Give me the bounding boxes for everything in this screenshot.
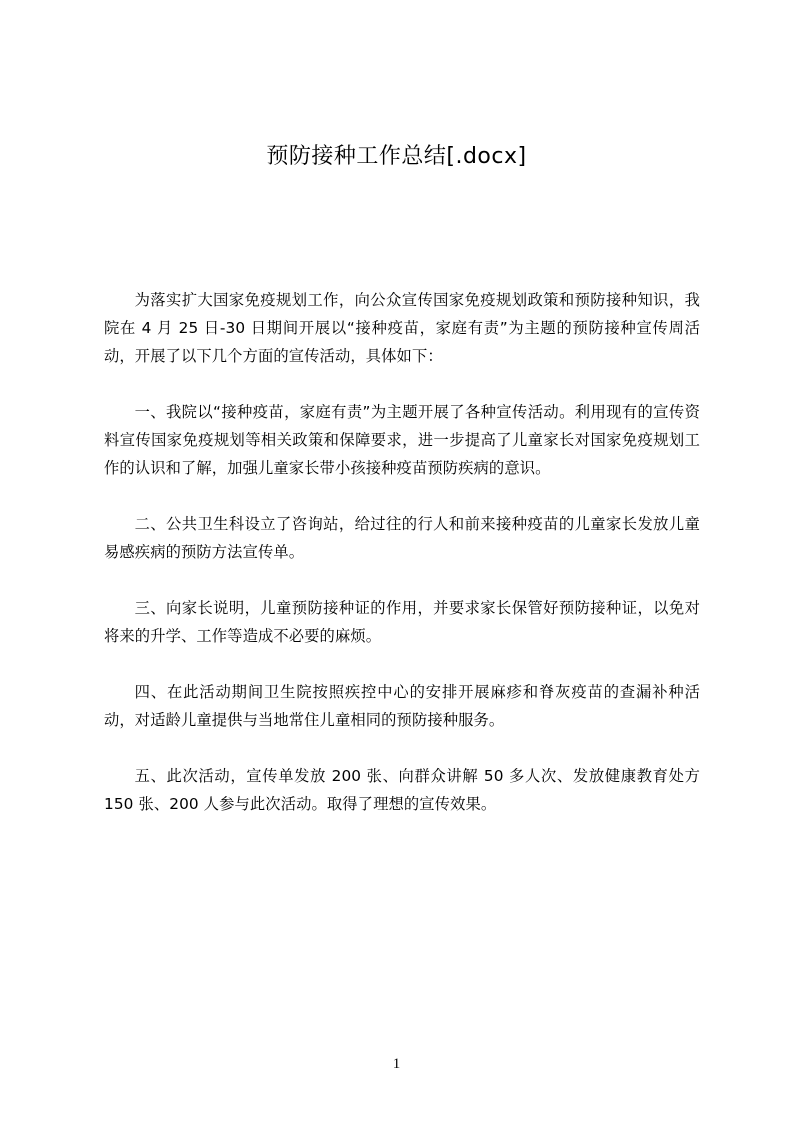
document-body: [104, 286, 700, 818]
paragraph-item-4: 四、在此活动期间卫生院按照疾控中心的安排开展麻疹和脊灰疫苗的查漏补种活动，对适龄儿童提供与当地常住儿童相同的预防接种服务。: [104, 683, 700, 729]
paragraph-item-1: 一、我院以“接种疫苗，家庭有责”为主题开展了各种宣传活动。利用现有的宣传资料宣传国家免疫规划等相关政策和保障要求，进一步提高了儿童家长对国家免疫规划工作的认识和了解，加强儿童家长带小孩接种疫苗预防疾病的意识。: [104, 403, 700, 477]
document-title: 预防接种工作总结[.docx]: [266, 144, 527, 169]
paragraph-item-2: 二、公共卫生科设立了咨询站，给过往的行人和前来接种疫苗的儿童家长发放儿童易感疾病的预防方法宣传单。: [104, 515, 700, 561]
page-number: 1: [392, 1056, 401, 1072]
paragraph-intro: 为落实扩大国家免疫规划工作，向公众宣传国家免疫规划政策和预防接种知识，我院在 4 月 25 日-30 日期间开展以“接种疫苗，家庭有责”为主题的预防接种宣传周活动，开展了以下几个方面的宣传活动，具体如下：: [104, 291, 700, 365]
paragraph-item-3: 三、向家长说明，儿童预防接种证的作用，并要求家长保管好预防接种证，以免对将来的升学、工作等造成不必要的麻烦。: [104, 599, 700, 645]
paragraph-item-5: 五、此次活动，宣传单发放 200 张、向群众讲解 50 多人次、发放健康教育处方 150 张、200 人参与此次活动。取得了理想的宣传效果。: [104, 767, 700, 813]
